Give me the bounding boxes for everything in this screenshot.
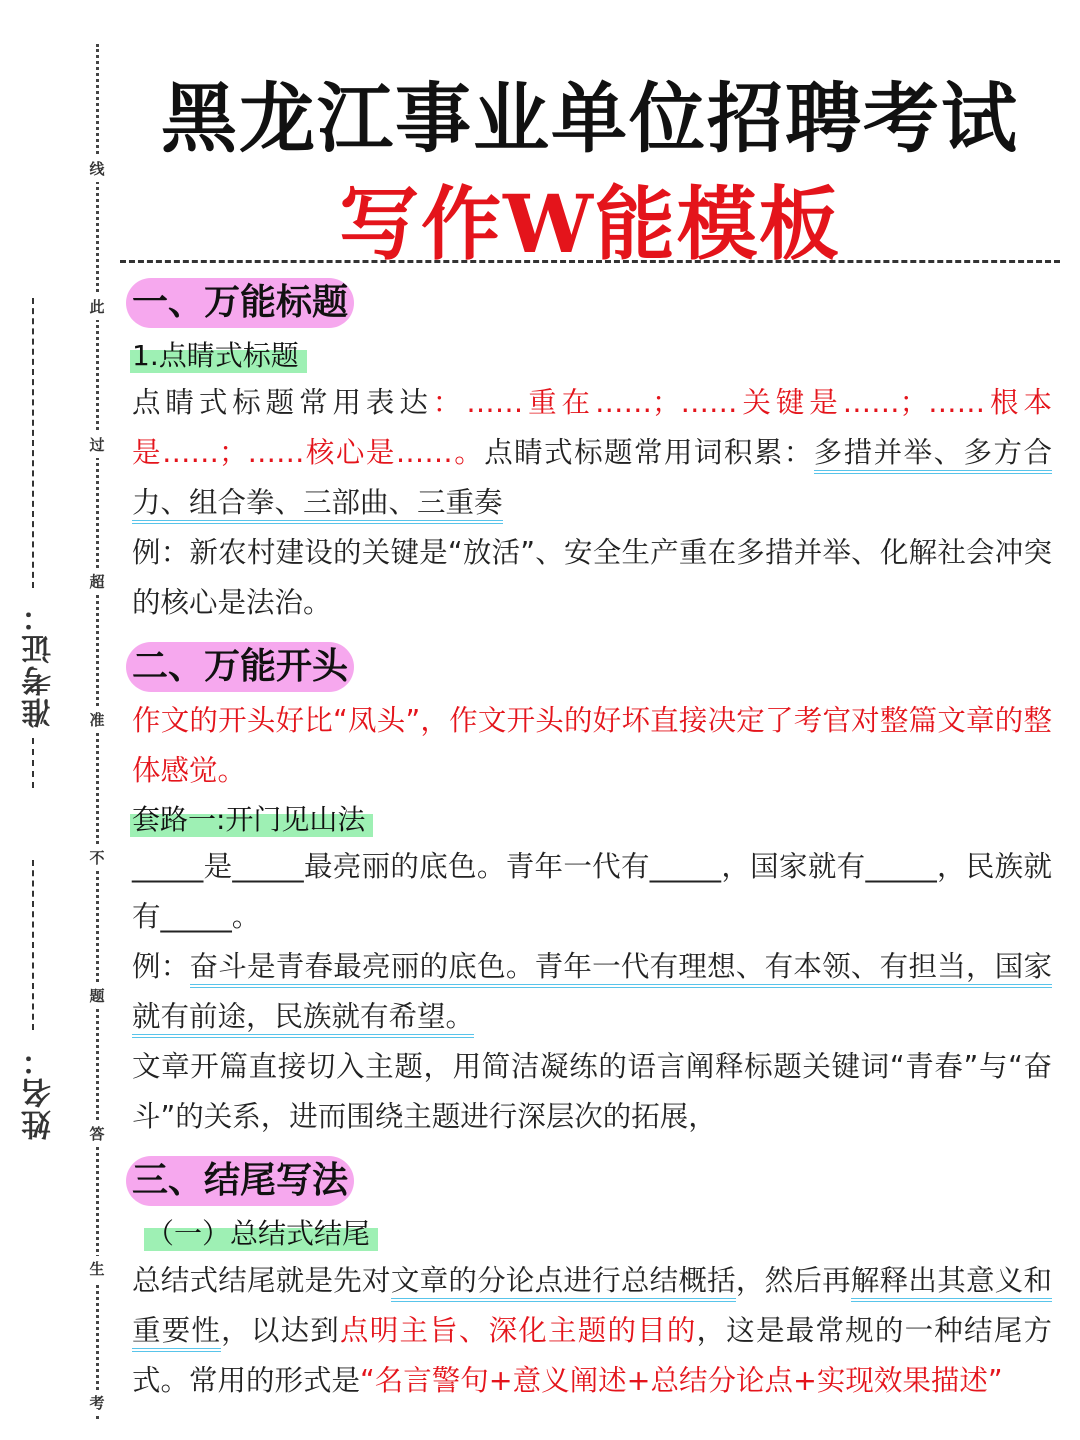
text-span: ，然后再	[735, 1264, 851, 1297]
seal-char: 过	[84, 432, 110, 458]
seal-char: 超	[84, 569, 110, 595]
intro-paragraph: 作文的开头好比“凤头”，作文开头的好坏直接决定了考官对整篇文章的整体感觉。	[132, 704, 1052, 787]
paragraph	[132, 378, 1052, 528]
sub-title: 1.点睛式标题	[130, 336, 307, 376]
highlight-text: 点明主旨、深化主题的目的	[340, 1314, 697, 1347]
seal-char: 题	[84, 983, 110, 1009]
text-span: ，以达到	[221, 1314, 341, 1347]
example-label: 例：	[132, 950, 190, 983]
page-subtitle: 写作W能模板	[339, 177, 841, 271]
seal-char: 准	[84, 707, 110, 733]
seal-char: 线	[84, 156, 110, 182]
text-span: 总结式结尾就是先对	[132, 1264, 391, 1297]
explain-paragraph: 文章开篇直接切入主题，用简洁凝练的语言阐释标题关键词“青春”与“奋斗”的关系，进而围绕主题进行深层次的拓展，	[132, 1050, 1052, 1133]
seal-char: 生	[84, 1256, 110, 1282]
highlight-text: ：……重在……；……关键是……；……根本是……；……核心是……。	[132, 386, 1052, 469]
page-title: 黑龙江事业单位招聘考试	[161, 74, 1019, 163]
underlined-text: 多措并举、多方合力、组合拳、三部曲、三重奏	[132, 436, 1052, 524]
sub-title: （一）总结式结尾	[144, 1214, 378, 1254]
underlined-text: 奋斗是青春最亮丽的底色。青年一代有理想、有本领、有担当，国家就有前途，民族就有希望。	[132, 950, 1052, 1038]
underlined-text: 解释出其意义和重要性	[132, 1264, 1052, 1352]
section-title: 二、万能开头	[126, 642, 354, 692]
paragraph	[132, 1256, 1052, 1406]
text-span: 点睛式标题常用表达	[132, 386, 433, 419]
underlined-text: 文章的分论点进行总结概括	[391, 1264, 736, 1302]
example-paragraph: 例：新农村建设的关键是“放活”、安全生产重在多措并举、化解社会冲突的核心是法治。	[132, 536, 1052, 619]
seal-char: 不	[84, 845, 110, 871]
text-span: ，这是最常规的一种结尾方式。常用的形式是	[132, 1314, 1052, 1397]
section-title: 一、万能标题	[126, 278, 354, 328]
exam-id-blank-tail	[32, 738, 34, 788]
template-paragraph: _____是_____最亮丽的底色。青年一代有_____，国家就有_____，民族就有_____。	[132, 850, 1052, 933]
exam-id-blank	[32, 298, 34, 588]
seal-char: 答	[84, 1121, 110, 1147]
example-paragraph	[132, 942, 1052, 1042]
text-span: 点睛式标题常用词积累：	[484, 436, 814, 469]
seal-char: 考	[84, 1390, 110, 1416]
seal-char: 此	[84, 294, 110, 320]
exam-id-label: 准考证：	[22, 600, 57, 728]
sub-title: 套路一:开门见山法	[130, 800, 373, 840]
name-label: 姓名：	[22, 1044, 57, 1140]
title-divider	[120, 260, 1060, 263]
highlight-text: “名言警句+意义阐述+总结分论点+实现效果描述”	[360, 1364, 1003, 1397]
section-title: 三、结尾写法	[126, 1156, 354, 1206]
name-blank	[32, 860, 34, 1030]
content	[132, 272, 1052, 1406]
